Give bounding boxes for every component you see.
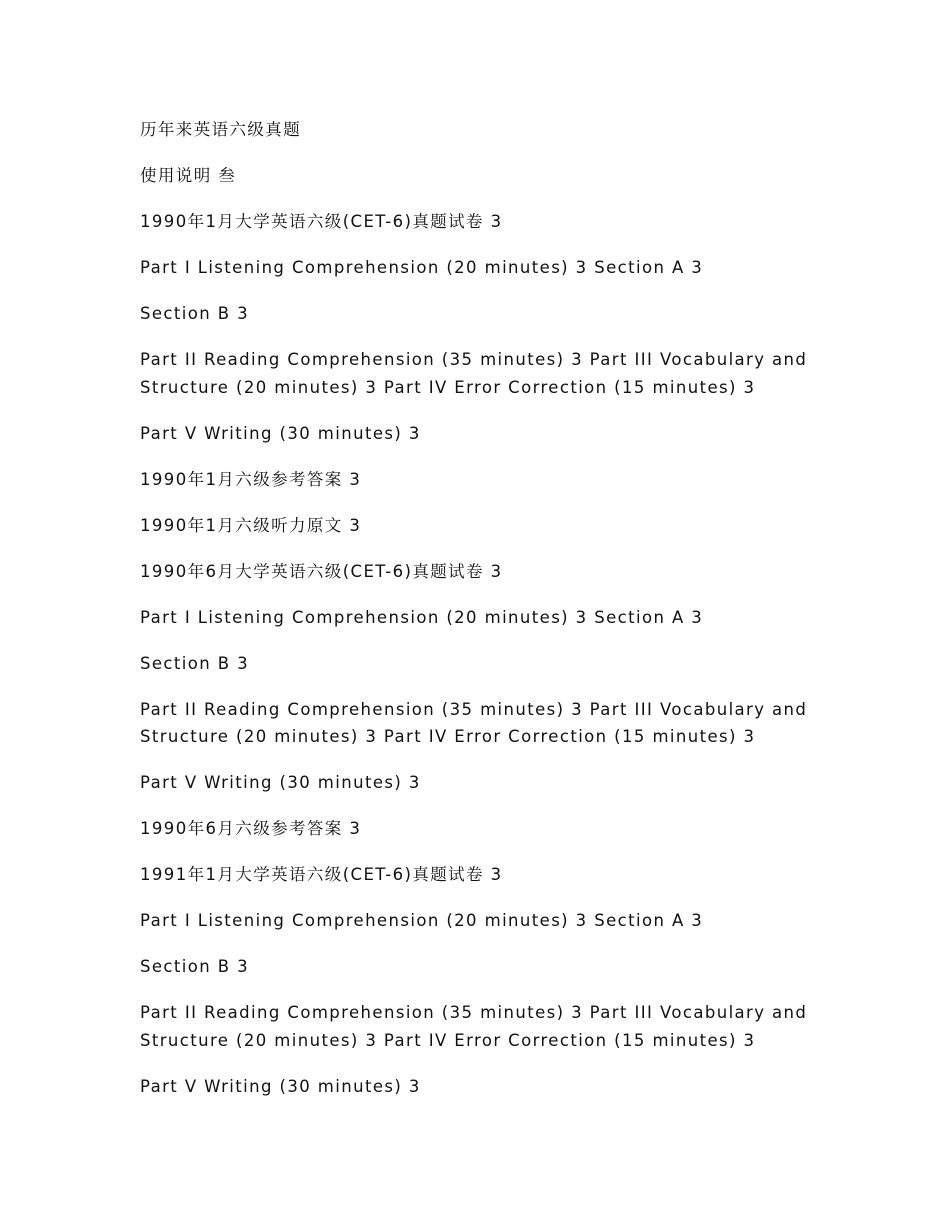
toc-entry-part-i-section-a: Part I Listening Comprehension (20 minutes) 3 Section A 3 xyxy=(140,911,704,930)
toc-entry-part-v: Part V Writing (30 minutes) 3 xyxy=(140,423,421,443)
toc-entry-parts-ii-iii-iv: Part II Reading Comprehension (35 minutes) 3 Part III Vocabulary and Structure (20 minutes) 3 Part IV Error Correction (15 minutes) 3 xyxy=(140,699,808,746)
toc-entry-section-b: Section B 3 xyxy=(140,957,250,976)
toc-entry-exam-1990-06: 1990年6月大学英语六级(CET-6)真题试卷 3 xyxy=(140,561,503,581)
toc-entry-section-b: Section B 3 xyxy=(140,304,250,323)
toc-title: 历年来英语六级真题 xyxy=(140,120,302,139)
toc-entry-part-i-section-a: Part I Listening Comprehension (20 minutes) 3 Section A 3 xyxy=(140,258,704,277)
table-of-contents xyxy=(140,116,820,1119)
toc-entry-exam-1991-01: 1991年1月大学英语六级(CET-6)真题试卷 3 xyxy=(140,865,503,884)
toc-entry-part-v: Part V Writing (30 minutes) 3 xyxy=(140,773,421,792)
toc-entry-answers-1990-01: 1990年1月六级参考答案 3 xyxy=(140,469,362,489)
toc-entry-answers-1990-06: 1990年6月六级参考答案 3 xyxy=(140,819,362,838)
toc-entry-usage-notes: 使用说明 叁 xyxy=(140,166,237,185)
toc-entry-section-b: Section B 3 xyxy=(140,653,250,673)
toc-entry-transcript-1990-01: 1990年1月六级听力原文 3 xyxy=(140,515,362,535)
toc-entry-part-v: Part V Writing (30 minutes) 3 xyxy=(140,1076,421,1096)
toc-entry-parts-ii-iii-iv: Part II Reading Comprehension (35 minutes) 3 Part III Vocabulary and Structure (20 minutes) 3 Part IV Error Correction (15 minutes) 3 xyxy=(140,350,808,397)
toc-entry-parts-ii-iii-iv: Part II Reading Comprehension (35 minutes) 3 Part III Vocabulary and Structure (20 minutes) 3 Part IV Error Correction (15 minutes) 3 xyxy=(140,1003,808,1050)
toc-entry-part-i-section-a: Part I Listening Comprehension (20 minutes) 3 Section A 3 xyxy=(140,607,704,627)
toc-entry-exam-1990-01: 1990年1月大学英语六级(CET-6)真题试卷 3 xyxy=(140,212,503,231)
